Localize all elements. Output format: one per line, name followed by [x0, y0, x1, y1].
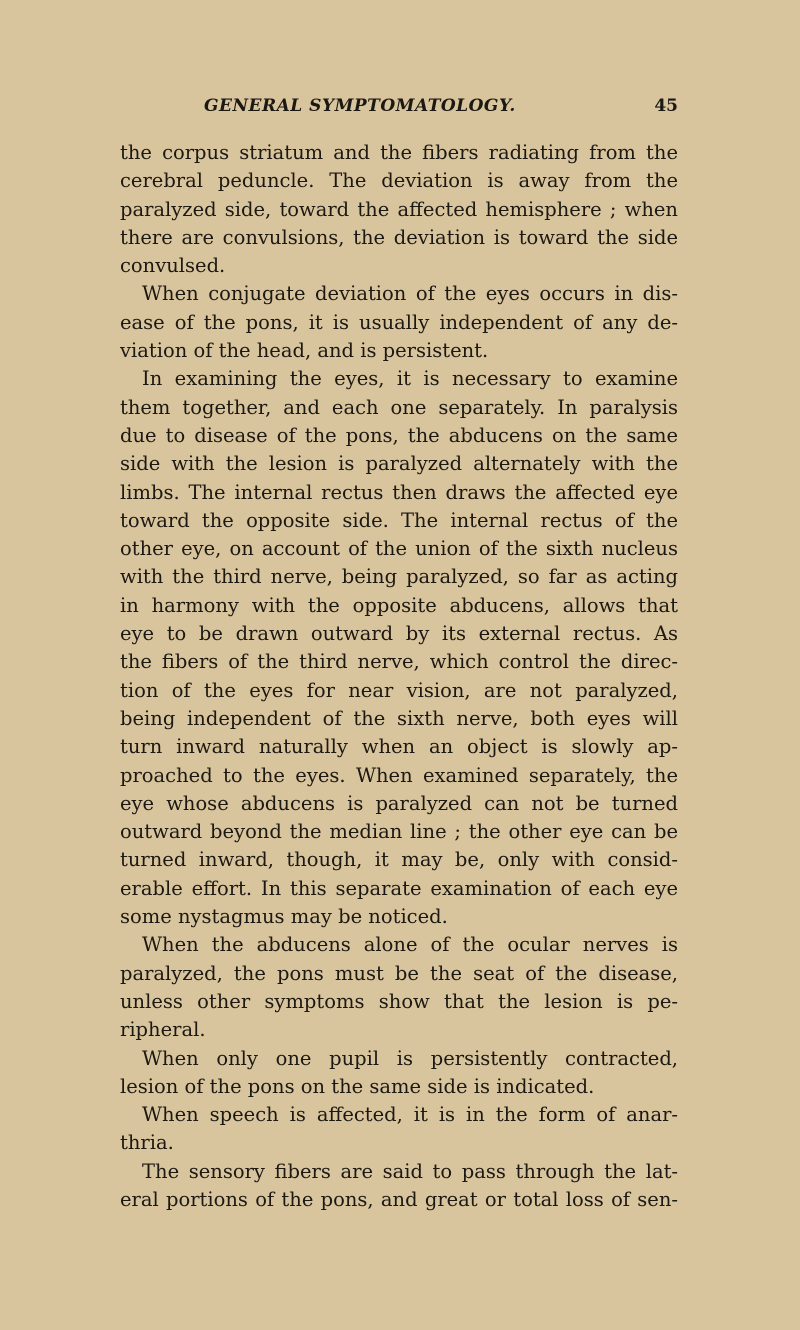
text-line: some nystagmus may be noticed. [120, 905, 448, 929]
text-line: convulsed. [120, 254, 226, 278]
running-title: GENERAL SYMPTOMATOLOGY. [204, 96, 516, 116]
text-line: viation of the head, and is persistent. [120, 339, 489, 363]
text-line: toward the opposite side. The internal rectus of the [120, 508, 678, 532]
text-line: other eye, on account of the union of the sixth nucleus [120, 537, 678, 561]
text-line: When the abducens alone of the ocular nerves is [142, 933, 678, 957]
text-line: cerebral peduncle. The deviation is away from the [120, 169, 678, 193]
text-line: limbs. The internal rectus then draws the affected eye [120, 480, 678, 504]
text-line: tion of the eyes for near vision, are not paralyzed, [120, 678, 678, 702]
text-line: eye to be drawn outward by its external rectus. As [120, 622, 678, 646]
text-line: The sensory fibers are said to pass through the lat- [142, 1159, 678, 1183]
text-line: side with the lesion is paralyzed alternately with the [120, 452, 678, 476]
text-line: lesion of the pons on the same side is indicated. [120, 1074, 595, 1098]
page-number: 45 [654, 96, 678, 116]
text-line: there are convulsions, the deviation is toward the side [120, 225, 678, 249]
text-line: eral portions of the pons, and great or total loss of sen- [120, 1187, 678, 1211]
text-line: thria. [120, 1131, 174, 1155]
text-line: eye whose abducens is paralyzed can not be turned [120, 791, 678, 815]
text-line: them together, and each one separately. In paralysis [120, 395, 678, 419]
text-line: ripheral. [120, 1018, 206, 1042]
body-text [120, 139, 678, 1214]
text-line: When only one pupil is persistently contracted, [142, 1046, 678, 1070]
text-line: erable effort. In this separate examination of each eye [120, 876, 678, 900]
text-line: unless other symptoms show that the lesion is pe- [120, 989, 678, 1013]
text-line: When speech is affected, it is in the form of anar- [142, 1103, 678, 1127]
text-line: In examining the eyes, it is necessary to examine [142, 367, 678, 391]
text-line: When conjugate deviation of the eyes occurs in dis- [142, 282, 678, 306]
running-head [120, 96, 678, 122]
text-line: being independent of the sixth nerve, both eyes will [120, 706, 678, 730]
text-line: paralyzed, the pons must be the seat of the disease, [120, 961, 678, 985]
text-line: with the third nerve, being paralyzed, so far as acting [120, 565, 678, 589]
text-line: proached to the eyes. When examined separately, the [120, 763, 678, 787]
text-line: due to disease of the pons, the abducens on the same [120, 423, 678, 447]
text-line: outward beyond the median line ; the other eye can be [120, 820, 678, 844]
text-line: turned inward, though, it may be, only with consid- [120, 848, 678, 872]
text-line: turn inward naturally when an object is slowly ap- [120, 735, 678, 759]
text-line: ease of the pons, it is usually independent of any de- [120, 310, 678, 334]
text-line: the corpus striatum and the fibers radiating from the [120, 141, 678, 164]
text-line: paralyzed side, toward the affected hemisphere ; when [120, 197, 678, 221]
text-line: in harmony with the opposite abducens, allows that [120, 593, 678, 617]
text-line: the fibers of the third nerve, which control the direc- [120, 650, 678, 674]
